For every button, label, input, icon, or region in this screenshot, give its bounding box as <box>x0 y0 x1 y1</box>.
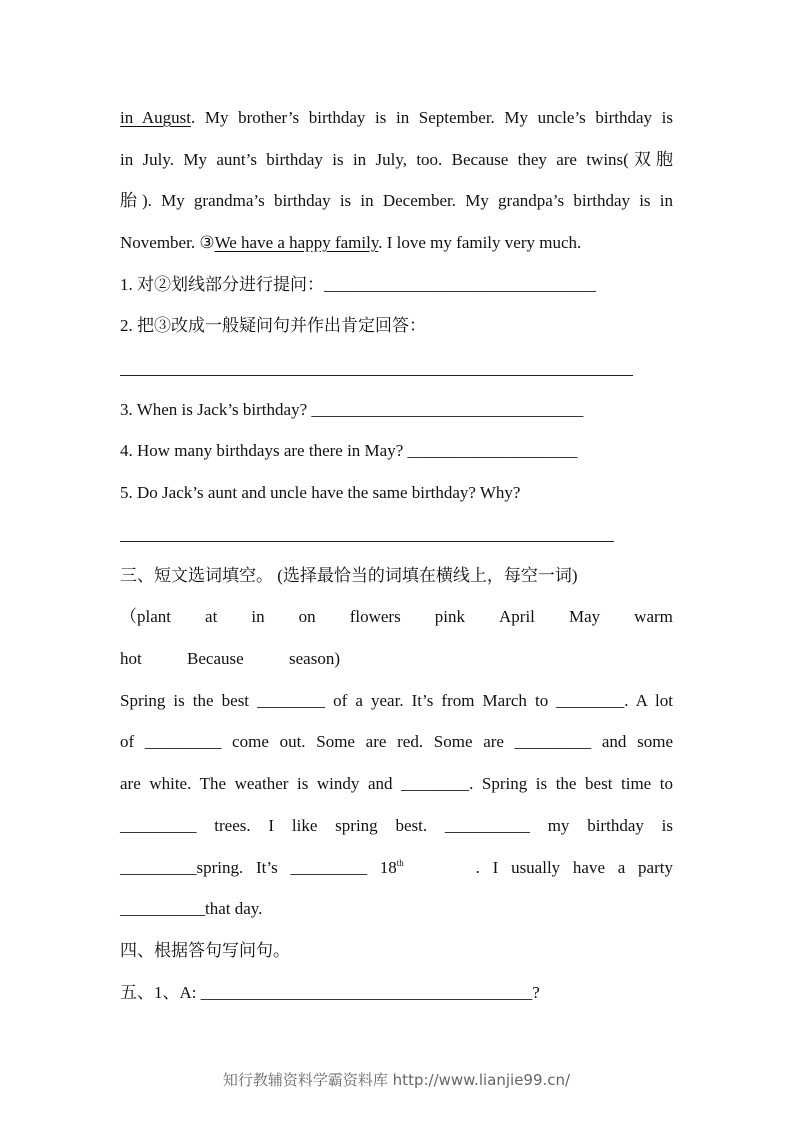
word-bank-word: Because <box>187 649 244 668</box>
cloze-line-1: Spring is the best ________ of a year. It’s from March to ________. A lot <box>120 691 673 710</box>
underlined-phrase-august: in August <box>120 108 192 127</box>
cloze-line-5: _________spring. It’s _________ 18th . I usually have a party <box>120 858 673 877</box>
section-4-heading: 四、根据答句写问句。 <box>120 941 290 960</box>
section-5-item-1: 五、1、A: _______________________________________? <box>120 983 540 1002</box>
word-bank-word: May <box>568 607 601 626</box>
question-5: 5. Do Jack’s aunt and uncle have the same birthday? Why? <box>120 483 521 502</box>
passage-line-3: 胎). My grandma’s birthday is in December. My grandpa’s birthday is in <box>120 191 673 210</box>
question-1: 1. 对②划线部分进行提问：________________________________ <box>120 275 596 294</box>
underlined-sentence-3: We have a happy family <box>214 233 379 252</box>
answer-blank-3[interactable]: ________________________________ <box>311 400 584 419</box>
word-bank-word: on <box>298 607 316 626</box>
answer-blank-1[interactable]: ________________________________ <box>324 275 596 294</box>
word-bank-word: season) <box>289 649 340 668</box>
cloze-line-4: _________ trees. I like spring best. __________ my birthday is <box>120 816 673 835</box>
question-4: 4. How many birthdays are there in May? ____________________ <box>120 441 578 460</box>
word-bank-word: flowers <box>349 607 401 626</box>
passage-line-1: in August. My brother’s birthday is in September. My uncle’s birthday is <box>120 108 673 127</box>
answer-line-5[interactable] <box>120 541 614 542</box>
word-bank-word: pink <box>434 607 465 626</box>
word-bank-row-2 <box>120 648 340 670</box>
word-bank-row-1 <box>120 606 673 628</box>
question-2: 2. 把③改成一般疑问句并作出肯定回答： <box>120 316 426 335</box>
word-bank-word: （plant <box>120 607 171 626</box>
cloze-line-6: __________that day. <box>120 899 263 918</box>
question-3: 3. When is Jack’s birthday? ________________________________ <box>120 400 584 419</box>
word-bank-word: in <box>251 607 265 626</box>
word-bank-word: April <box>499 607 535 626</box>
answer-line-2[interactable] <box>120 375 633 376</box>
word-bank-word: at <box>205 607 218 626</box>
section-3-heading: 三、短文选词填空。 (选择最恰当的词填在横线上，每空一词) <box>120 566 578 585</box>
answer-blank-4[interactable]: ____________________ <box>407 441 578 460</box>
footer-watermark: 知行教辅资料学霸资料库 http://www.lianjie99.cn/ <box>222 1071 571 1089</box>
passage-line-4: November. ③We have a happy family. I love my family very much. <box>120 233 582 252</box>
cloze-line-2: of _________ come out. Some are red. Some are _________ and some <box>120 732 673 751</box>
word-bank-word: warm <box>634 607 673 626</box>
word-bank-word: hot <box>120 649 142 668</box>
cloze-line-3: are white. The weather is windy and ________. Spring is the best time to <box>120 774 673 793</box>
passage-line-2: in July. My aunt’s birthday is in July, too. Because they are twins(双胞 <box>120 150 673 169</box>
answer-blank-5-1[interactable]: _______________________________________ <box>200 983 533 1002</box>
